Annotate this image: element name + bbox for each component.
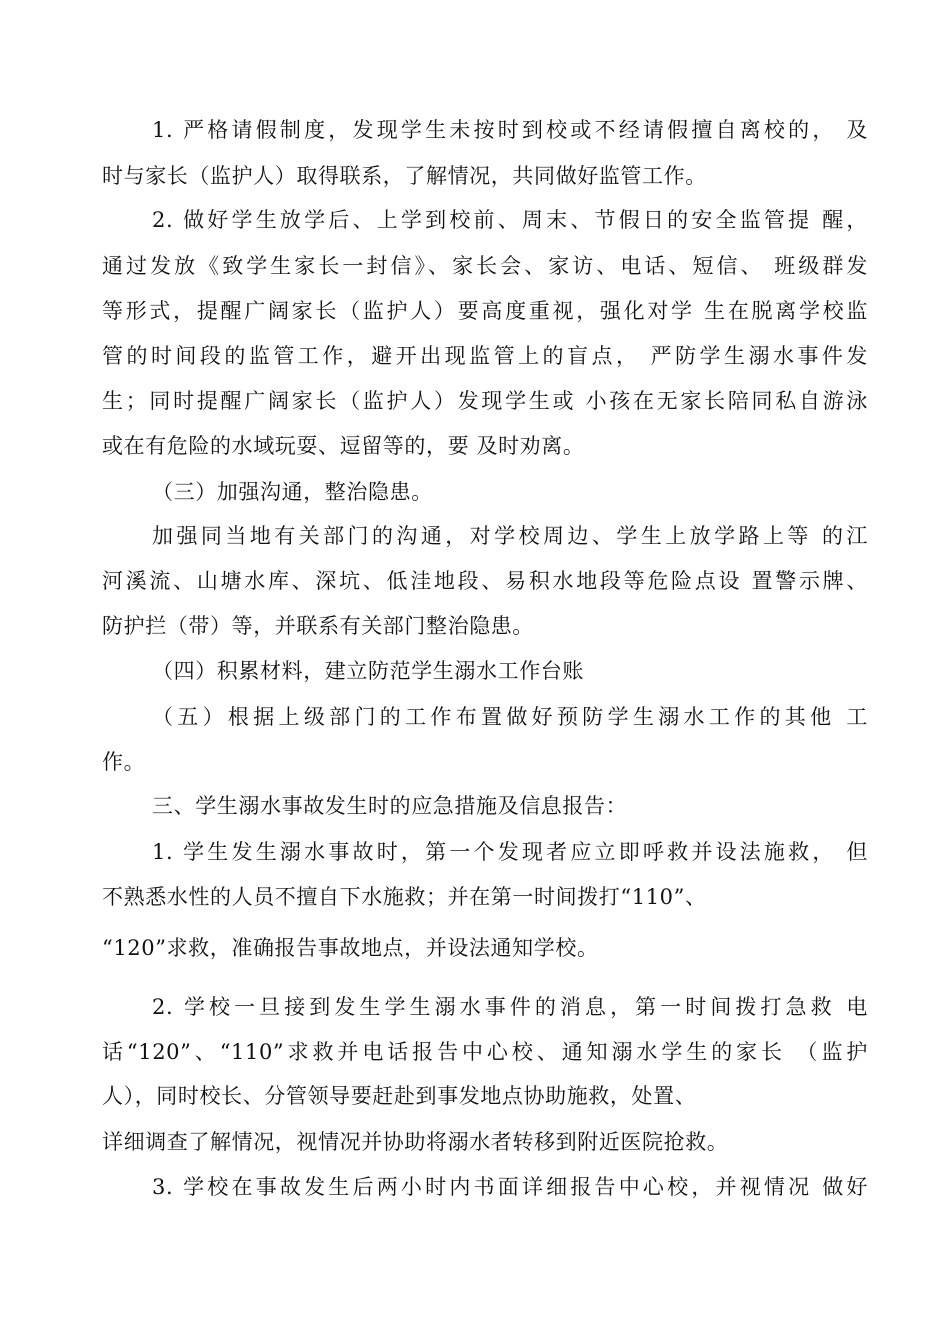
text-line: 不熟悉水性的人员不擅自下水施救；并在第一时间拨打“110”、 xyxy=(102,885,707,909)
text-line: 通过发放《致学生家长一封信》、家长会、家访、电话、短信、 班级群发 xyxy=(102,254,868,278)
text-line: 时与家长（监护人）取得联系，了解情况，共同做好监管工作。 xyxy=(102,164,707,188)
text-line: 1. 严格请假制度，发现学生未按时到校或不经请假擅自离校的， 及 xyxy=(152,118,868,142)
text-line: 1. 学生发生溺水事故时，第一个发现者应立即呼救并设法施救， 但 xyxy=(152,840,868,864)
section-heading: 三、学生溺水事故发生时的应急措施及信息报告： xyxy=(152,794,628,818)
text-line: 人），同时校长、分管领导要赶赴到事发地点协助施救，处置、 xyxy=(102,1084,697,1108)
text-line: 等形式，提醒广阔家长（监护人）要高度重视，强化对学 生在脱离学校监 xyxy=(102,299,868,323)
text-line: 话“120”、“110”求救并电话报告中心校、通知溺水学生的家长 （监护 xyxy=(102,1040,868,1064)
text-line: 3. 学校在事故发生后两小时内书面详细报告中心校，并视情况 做好 xyxy=(152,1175,868,1199)
text-line: 生；同时提醒广阔家长（监护人）发现学生或 小孩在无家长陪同私自游泳 xyxy=(102,389,868,413)
text-line: 2. 学校一旦接到发生学生溺水事件的消息，第一时间拨打急救 电 xyxy=(152,995,868,1019)
text-line: 或在有危险的水域玩耍、逗留等的，要 及时劝离。 xyxy=(102,434,585,458)
text-line: 2. 做好学生放学后、上学到校前、周末、节假日的安全监管提 醒， xyxy=(152,208,868,232)
text-line: 防护拦（带）等，并联系有关部门整治隐患。 xyxy=(102,614,534,638)
section-heading: （三）加强沟通，整治隐患。 xyxy=(152,480,433,504)
text-line: 管的时间段的监管工作，避开出现监管上的盲点， 严防学生溺水事件发 xyxy=(102,344,868,368)
text-line: 加强同当地有关部门的沟通，对学校周边、学生上放学路上等 的江 xyxy=(152,524,868,548)
text-line: 详细调查了解情况，视情况并协助将溺水者转移到附近医院抢救。 xyxy=(102,1130,729,1154)
text-line: “120”求救，准确报告事故地点，并设法通知学校。 xyxy=(102,936,599,960)
section-heading: （四）积累材料，建立防范学生溺水工作台账 xyxy=(152,659,584,683)
section-heading: （五）根据上级部门的工作布置做好预防学生溺水工作的其他 工 xyxy=(152,705,868,729)
text-line: 作。 xyxy=(102,750,146,774)
text-line: 河溪流、山塘水库、深坑、低洼地段、易积水地段等危险点设 置警示牌、 xyxy=(102,569,868,593)
